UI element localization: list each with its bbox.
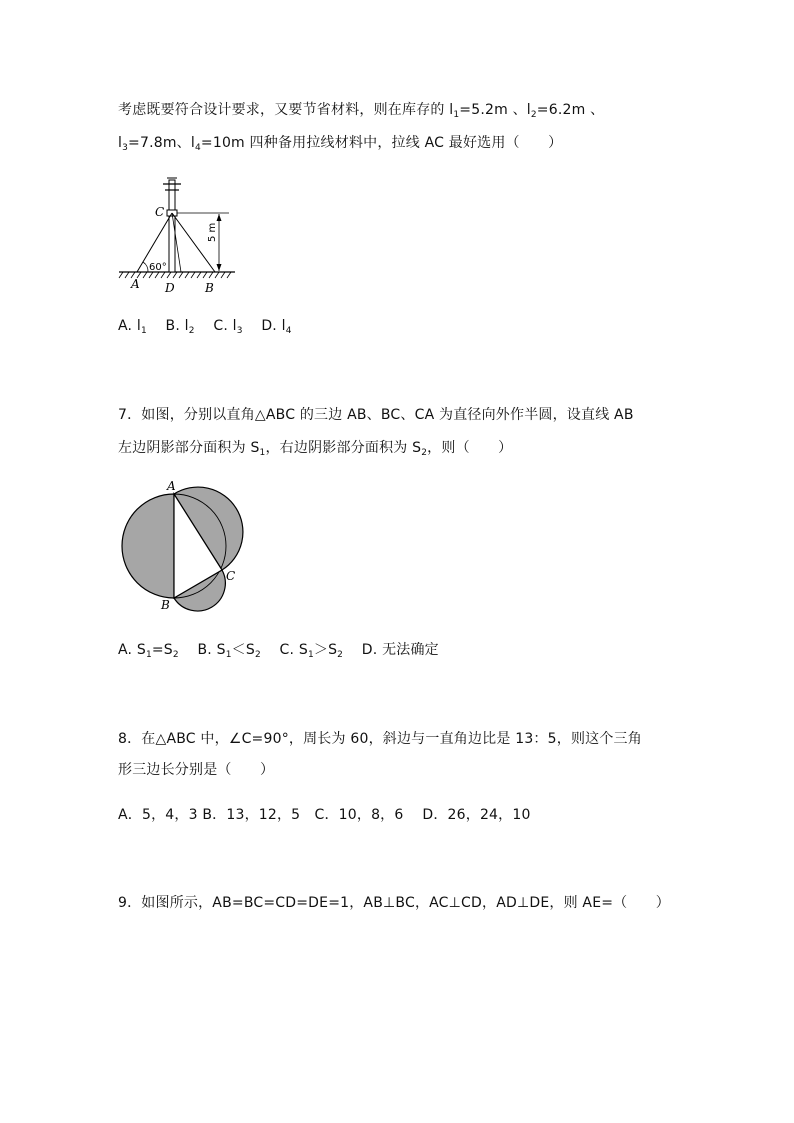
- q6-text-line-1: 考虑既要符合设计要求，又要节省材料，则在库存的 $l_1=5.2m$ 、$l_2=6.2m$ 、: [118, 102, 605, 120]
- q6-label-b: B: [205, 281, 214, 295]
- q7-option-b[interactable]: B. $S_1<S_2$: [197, 642, 261, 660]
- q6-height-label: 5 m: [207, 222, 218, 242]
- q7-label-a: A: [167, 479, 176, 493]
- q6-label-a: A: [131, 277, 140, 291]
- q7-option-c[interactable]: C. $S_1>S_2$: [279, 642, 344, 660]
- q7-text-line-1: 7．如图，分别以直角△ABC 的三边 AB、BC、CA 为直径向外作半圆，设直线 AB: [118, 407, 634, 423]
- q6-angle-label: 60°: [149, 262, 167, 273]
- q8-options[interactable]: A．5，4，3 B．13，12，5 C．10，8，6 D．26，24，10: [118, 807, 531, 823]
- q6-option-b[interactable]: B. $l_2$: [165, 318, 195, 336]
- q7-option-d[interactable]: D. 无法确定: [361, 642, 439, 658]
- q6-pole-figure: [115, 172, 240, 297]
- q6-option-c[interactable]: C. $l_3$: [213, 318, 243, 336]
- q7-semicircle-figure: [115, 476, 255, 616]
- q7-label-c: C: [226, 569, 236, 583]
- q6-label-d: D: [165, 281, 175, 295]
- q7-label-b: B: [161, 598, 170, 612]
- q8-text-line-2: 形三边长分别是（ ）: [118, 762, 275, 778]
- q7-text-line-2: 左边阴影部分面积为 $S_1$，右边阴影部分面积为 $S_2$，则（ ）: [118, 440, 513, 458]
- q9-text-line-1: 9．如图所示，AB=BC=CD=DE=1，AB⊥BC，AC⊥CD，AD⊥DE，则 AE=（ ）: [118, 895, 670, 911]
- q6-options: [118, 316, 292, 336]
- q8-text-line-1: 8．在△ABC 中，∠C=90°，周长为 60，斜边与一直角边比是 13：5，则这个三角: [118, 731, 642, 747]
- q6-label-c: C: [155, 205, 165, 219]
- q6-option-a[interactable]: A. $l_1$: [118, 318, 147, 336]
- q6-option-d[interactable]: D. $l_4$: [261, 318, 292, 336]
- q7-options: [118, 640, 439, 660]
- q6-text-line-2: $l_3=7.8m$、$l_4=10m$ 四种备用拉线材料中，拉线 AC 最好选用（ ）: [118, 135, 563, 153]
- q7-option-a[interactable]: A. $S_1=S_2$: [118, 642, 179, 660]
